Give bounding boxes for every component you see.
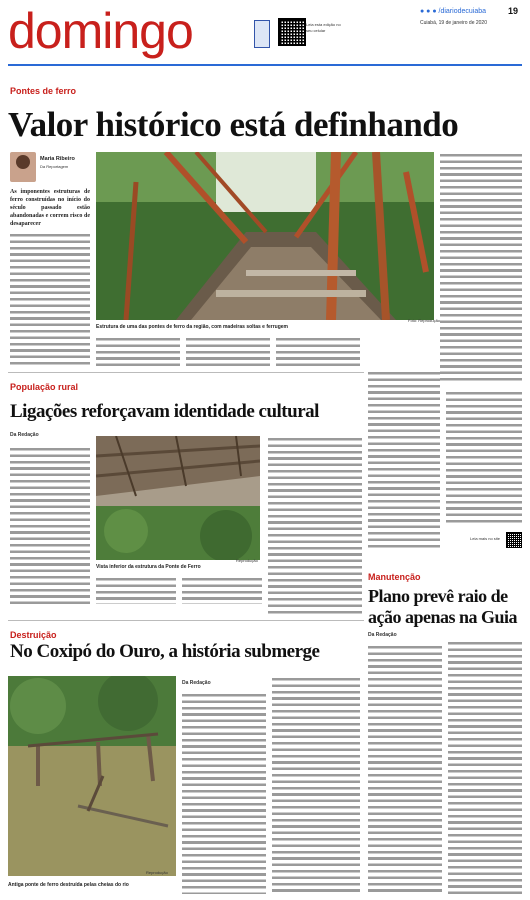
qr-note: Leia mais no site — [470, 536, 501, 541]
story2-headline: Ligações reforçavam identidade cultural — [10, 401, 319, 422]
story3-kicker: Destruição — [10, 630, 57, 640]
sidebar-body-col2 — [448, 640, 522, 894]
avatar-head-icon — [16, 155, 30, 169]
sidebar-byline: Da Redação — [368, 632, 397, 638]
story3-photo — [8, 676, 176, 876]
section-title: domingo — [8, 3, 193, 59]
flooded-bridge-illustration — [8, 676, 176, 876]
story3-headline: No Coxipó do Ouro, a história submerge — [10, 641, 320, 662]
story1-body-col6 — [446, 390, 522, 526]
story2-body-col1 — [10, 446, 90, 604]
story2-photo-caption: Vista inferior da estrutura da Ponte de Ferro — [96, 564, 201, 570]
story3-body-col2 — [272, 676, 360, 894]
story1-headline: Valor histórico está definhando — [8, 105, 459, 144]
story3-photo-caption: Antiga ponte de ferro destruída pelas cheias do rio — [8, 882, 129, 888]
divider-story2 — [8, 372, 364, 373]
qr-code-icon — [278, 18, 306, 46]
story1-photo-credit: Foto: Reprodução — [408, 318, 441, 323]
masthead-divider — [8, 64, 522, 66]
story3-photo-credit: Reprodução — [146, 870, 168, 875]
story1-kicker: Pontes de ferro — [10, 86, 77, 96]
social-handle[interactable]: ● ● ● /diariodecuiaba — [420, 8, 486, 15]
qr-caption: Leia esta edição no seu celular — [306, 22, 341, 33]
story1-body-col4 — [276, 336, 360, 366]
story1-photo — [96, 152, 434, 320]
story2-body-col2 — [96, 576, 176, 604]
sidebar-body-col1 — [368, 644, 442, 894]
story1-body-col5 — [368, 370, 440, 550]
story1-lead: As imponentes estruturas de ferro construídas no início do século passado estão abandonadas e correm risco de desaparecer — [10, 189, 90, 227]
sidebar-kicker: Manutenção — [368, 572, 421, 582]
date-line: Cuiabá, 19 de janeiro de 2020 — [420, 20, 487, 26]
story1-author-role: Da Reportagem — [40, 164, 69, 169]
page-number: 19 — [508, 6, 519, 16]
divider-story3 — [8, 620, 364, 621]
bridge-underside-illustration — [96, 436, 260, 560]
story1-photo-caption: Estrutura de uma das pontes de ferro da região, com madeiras soltas e ferrugem — [96, 324, 289, 330]
story1-author: Maria Ribeiro — [40, 156, 75, 162]
story2-photo-credit: Reprodução — [236, 558, 258, 563]
sidebar-headline: Plano prevê raio de ação apenas na Guia — [368, 586, 518, 627]
story1-body-right-col — [440, 152, 522, 382]
story2-kicker: População rural — [10, 382, 79, 392]
story2-body-col4 — [268, 436, 362, 616]
newspaper-logo-icon — [254, 20, 270, 48]
story3-byline: Da Redação — [182, 680, 211, 686]
story2-body-col3 — [182, 576, 262, 604]
author-avatar — [10, 152, 36, 182]
story2-photo — [96, 436, 260, 560]
bridge-photo-illustration — [96, 152, 434, 320]
masthead — [0, 0, 530, 64]
story2-byline: Da Redação — [10, 432, 39, 438]
story3-body-col1 — [182, 692, 266, 894]
story1-body-col3 — [186, 336, 270, 366]
story1-body-col2 — [96, 336, 180, 366]
story1-body-col1 — [10, 232, 90, 366]
qr-code-small-icon — [506, 532, 522, 548]
